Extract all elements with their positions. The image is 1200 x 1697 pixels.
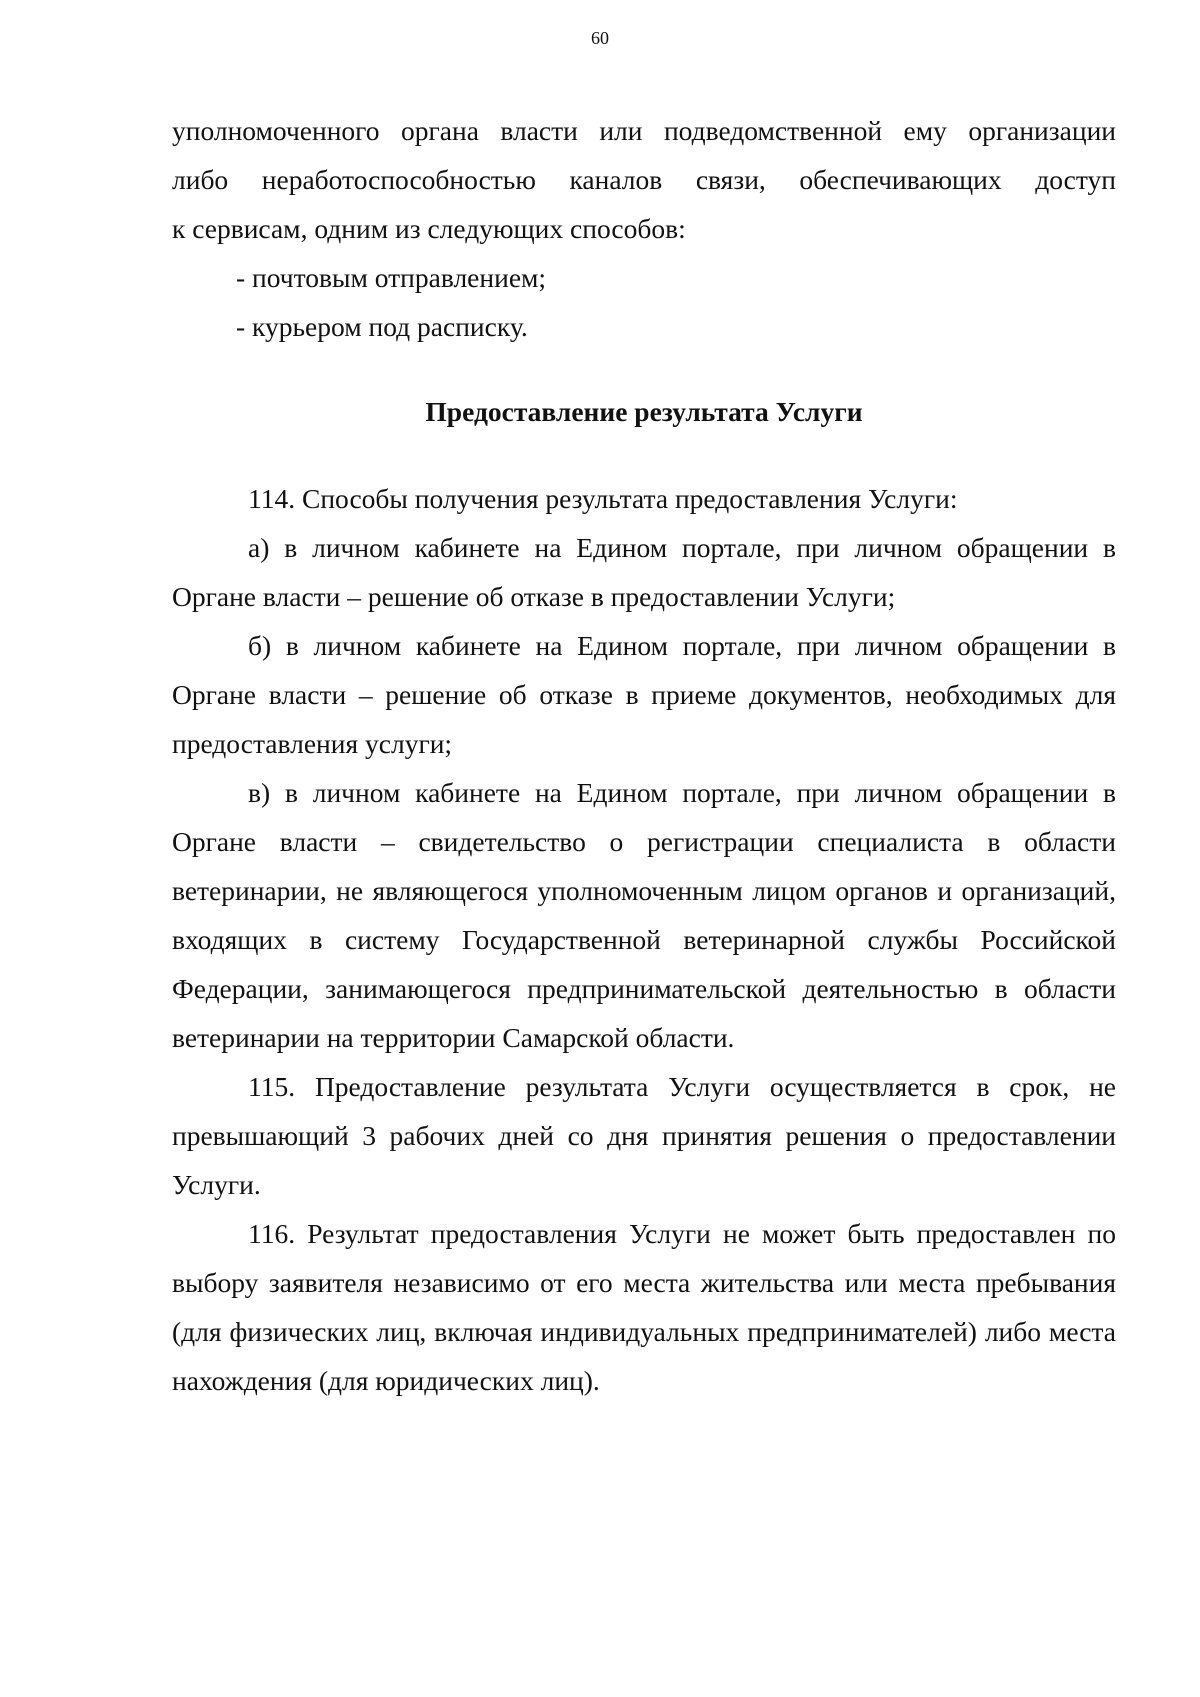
paragraph-116: 116. Результат предоставления Услуги не может быть предоставлен по выбору заявителя независимо от его места жительства или места пребывания (для физических лиц, включая индивидуальных предпринимателей) либо места нахождения (для юридических лиц).	[172, 1218, 1116, 1396]
list-item-post: - почтовым отправлением;	[236, 262, 547, 293]
paragraph-continuation-line-2: либо неработоспособностью каналов связи, обеспечивающих доступ	[172, 164, 1116, 195]
list-item-courier: - курьером под расписку.	[236, 311, 528, 342]
page-number: 60	[591, 28, 609, 48]
paragraph-continuation-line-1: уполномоченного органа власти или подведомственной ему организации	[172, 115, 1116, 146]
paragraph-continuation-line-3: к сервисам, одним из следующих способов:	[172, 213, 686, 244]
document-body	[172, 106, 1116, 1405]
paragraph-114-a: а) в личном кабинете на Едином портале, при личном обращении в Органе власти – решение об отказе в предоставлении Услуги;	[172, 532, 1116, 612]
paragraph-114-c: в) в личном кабинете на Едином портале, при личном обращении в Органе власти – свидетельство о регистрации специалиста в области ветеринарии, не являющегося уполномоченным лицом органов и организаций, входящих в систему Государственной ветеринарной службы Российской Федерации, занимающегося предпринимательской деятельностью в области ветеринарии на территории Самарской области.	[172, 777, 1116, 1053]
paragraph-114-b: б) в личном кабинете на Едином портале, при личном обращении в Органе власти – решение об отказе в приеме документов, необходимых для предоставления услуги;	[172, 630, 1116, 759]
paragraph-115: 115. Предоставление результата Услуги осуществляется в срок, не превышающий 3 рабочих дней со дня принятия решения о предоставлении Услуги.	[172, 1071, 1116, 1200]
paragraph-114: 114. Способы получения результата предоставления Услуги:	[248, 483, 958, 514]
section-heading: Предоставление результата Услуги	[425, 396, 863, 427]
